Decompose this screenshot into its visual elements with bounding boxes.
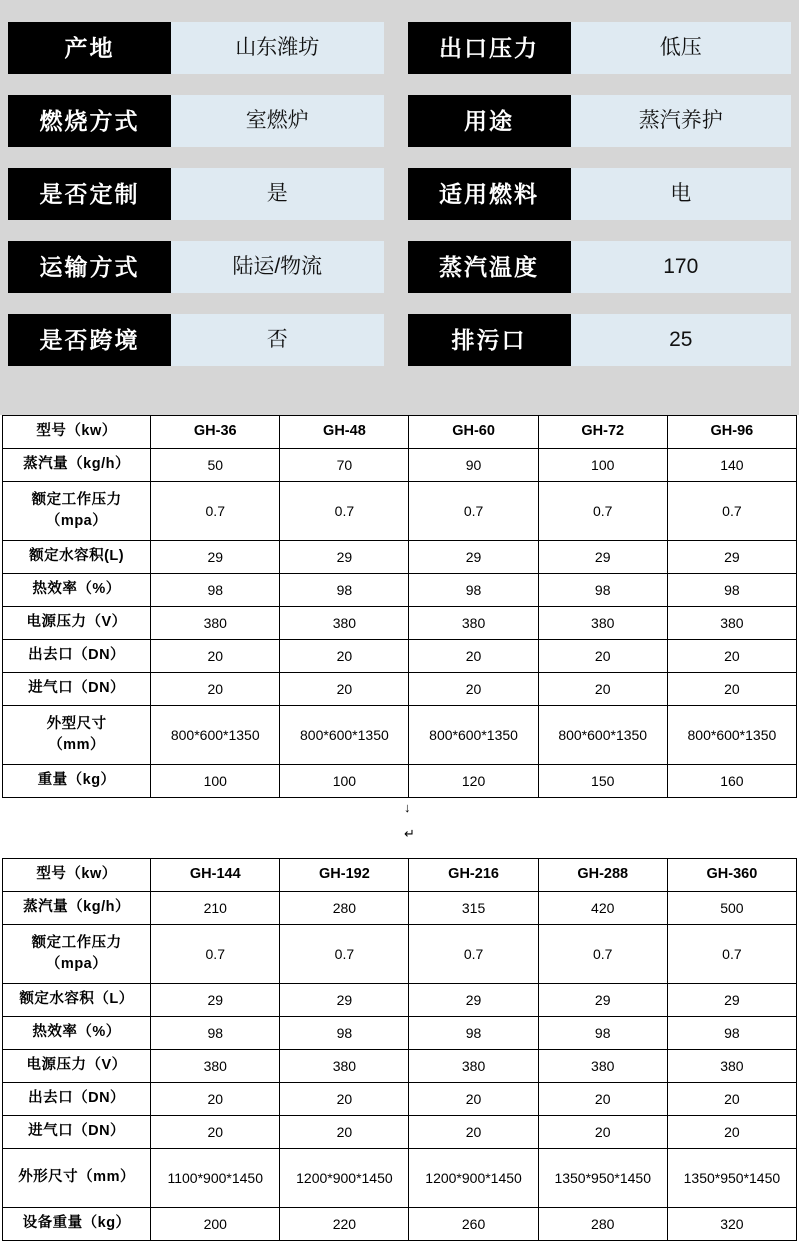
spec-value-steam-temperature: 170 [571, 241, 792, 293]
cell-voltage-5: 380 [667, 607, 796, 640]
cell-efficiency-3: 98 [409, 574, 538, 607]
table-row [3, 449, 797, 482]
spec-row [8, 241, 791, 293]
table-row [3, 925, 797, 984]
cell-voltage-5: 380 [667, 1050, 796, 1083]
cell-dimensions-4: 1350*950*1450 [538, 1149, 667, 1208]
table-row [3, 574, 797, 607]
cell-outlet-2: 20 [280, 1083, 409, 1116]
cell-weight-3: 260 [409, 1208, 538, 1241]
row-label-dimensions-line2: （mm） [48, 737, 105, 753]
paragraph-mark-icon: ↵ [404, 826, 415, 841]
cell-inlet-5: 20 [667, 1116, 796, 1149]
spec-pair-usage [400, 95, 792, 147]
cell-dimensions-4: 800*600*1350 [538, 706, 667, 765]
cell-voltage-2: 380 [280, 607, 409, 640]
cell-steam-output-2: 70 [280, 449, 409, 482]
table-row [3, 892, 797, 925]
table1-wrapper [0, 415, 799, 798]
cell-weight-4: 280 [538, 1208, 667, 1241]
cell-efficiency-5: 98 [667, 574, 796, 607]
cell-steam-output-3: 315 [409, 892, 538, 925]
cell-rated-pressure-1: 0.7 [151, 482, 280, 541]
table-row [3, 706, 797, 765]
cell-inlet-4: 20 [538, 1116, 667, 1149]
cell-steam-output-5: 140 [667, 449, 796, 482]
cell-model-5: GH-96 [667, 416, 796, 449]
spec-row [8, 22, 791, 74]
row-label-voltage: 电源压力（V） [3, 1050, 151, 1083]
cell-voltage-4: 380 [538, 1050, 667, 1083]
row-label-efficiency: 热效率（%） [3, 574, 151, 607]
cell-outlet-4: 20 [538, 640, 667, 673]
row-label-inlet: 进气口（DN） [3, 1116, 151, 1149]
cell-steam-output-1: 210 [151, 892, 280, 925]
cell-efficiency-1: 98 [151, 1017, 280, 1050]
table-row [3, 416, 797, 449]
cell-inlet-1: 20 [151, 1116, 280, 1149]
cell-inlet-4: 20 [538, 673, 667, 706]
table-row [3, 482, 797, 541]
cell-model-4: GH-72 [538, 416, 667, 449]
table-row [3, 1083, 797, 1116]
row-label-weight: 重量（kg） [3, 765, 151, 798]
cell-steam-output-4: 420 [538, 892, 667, 925]
row-label-rated-pressure [3, 482, 151, 541]
cell-efficiency-2: 98 [280, 1017, 409, 1050]
row-label-rated-pressure-line1: 额定工作压力 [31, 491, 122, 508]
table-row [3, 1149, 797, 1208]
row-label-rated-pressure-line2: （mpa） [45, 956, 108, 972]
cell-outlet-5: 20 [667, 640, 796, 673]
spec-value-usage: 蒸汽养护 [571, 95, 792, 147]
table-row [3, 640, 797, 673]
cell-efficiency-1: 98 [151, 574, 280, 607]
row-label-inlet: 进气口（DN） [3, 673, 151, 706]
table-row [3, 859, 797, 892]
cell-inlet-2: 20 [280, 1116, 409, 1149]
cell-weight-2: 100 [280, 765, 409, 798]
spec-value-origin: 山东潍坊 [171, 22, 384, 74]
spec-key-cross-border: 是否跨境 [8, 314, 171, 366]
row-label-outlet: 出去口（DN） [3, 640, 151, 673]
cell-inlet-3: 20 [409, 1116, 538, 1149]
spec-key-combustion-method: 燃烧方式 [8, 95, 171, 147]
cell-inlet-1: 20 [151, 673, 280, 706]
cell-water-volume-4: 29 [538, 541, 667, 574]
spec-key-steam-temperature: 蒸汽温度 [408, 241, 571, 293]
spec-table-small-models [2, 415, 797, 798]
cell-weight-1: 100 [151, 765, 280, 798]
spec-value-outlet-pressure: 低压 [571, 22, 792, 74]
cell-rated-pressure-5: 0.7 [667, 925, 796, 984]
cell-efficiency-4: 98 [538, 1017, 667, 1050]
row-label-voltage: 电源压力（V） [3, 607, 151, 640]
table-divider [0, 798, 799, 858]
cell-dimensions-1: 800*600*1350 [151, 706, 280, 765]
cell-rated-pressure-2: 0.7 [280, 925, 409, 984]
spec-pair-fuel-type [400, 168, 792, 220]
cell-voltage-3: 380 [409, 607, 538, 640]
spec-pair-shipping-method [8, 241, 400, 293]
cell-weight-1: 200 [151, 1208, 280, 1241]
cell-dimensions-2: 1200*900*1450 [280, 1149, 409, 1208]
cell-model-4: GH-288 [538, 859, 667, 892]
table-row [3, 1050, 797, 1083]
cell-outlet-1: 20 [151, 1083, 280, 1116]
cell-outlet-4: 20 [538, 1083, 667, 1116]
cell-rated-pressure-1: 0.7 [151, 925, 280, 984]
row-label-equipment-weight: 设备重量（kg） [3, 1208, 151, 1241]
spec-key-fuel-type: 适用燃料 [408, 168, 571, 220]
cell-model-2: GH-192 [280, 859, 409, 892]
spec-value-drain-port: 25 [571, 314, 792, 366]
down-arrow-icon: ↓ [404, 800, 411, 815]
cell-dimensions-5: 800*600*1350 [667, 706, 796, 765]
cell-model-3: GH-216 [409, 859, 538, 892]
cell-rated-pressure-3: 0.7 [409, 925, 538, 984]
cell-water-volume-2: 29 [280, 984, 409, 1017]
cell-steam-output-5: 500 [667, 892, 796, 925]
table-row [3, 765, 797, 798]
row-label-outlet: 出去口（DN） [3, 1083, 151, 1116]
table-row [3, 984, 797, 1017]
cell-voltage-2: 380 [280, 1050, 409, 1083]
row-label-model: 型号（kw） [3, 416, 151, 449]
row-label-rated-pressure-line1: 额定工作压力 [31, 934, 122, 951]
spec-pair-customizable [8, 168, 400, 220]
spec-row [8, 314, 791, 366]
cell-outlet-1: 20 [151, 640, 280, 673]
table2-wrapper [0, 858, 799, 1241]
row-label-steam-output: 蒸汽量（kg/h） [3, 449, 151, 482]
spec-key-customizable: 是否定制 [8, 168, 171, 220]
row-label-dimensions [3, 706, 151, 765]
spec-pair-combustion-method [8, 95, 400, 147]
cell-inlet-3: 20 [409, 673, 538, 706]
spec-row [8, 95, 791, 147]
cell-rated-pressure-5: 0.7 [667, 482, 796, 541]
table-row [3, 1208, 797, 1241]
cell-efficiency-3: 98 [409, 1017, 538, 1050]
spec-key-origin: 产地 [8, 22, 171, 74]
spec-attributes-block [0, 0, 799, 415]
table-row [3, 607, 797, 640]
cell-outlet-2: 20 [280, 640, 409, 673]
cell-efficiency-4: 98 [538, 574, 667, 607]
row-label-rated-pressure [3, 925, 151, 984]
cell-weight-3: 120 [409, 765, 538, 798]
row-label-dimensions: 外形尺寸（mm） [3, 1149, 151, 1208]
cell-model-1: GH-144 [151, 859, 280, 892]
spec-row [8, 168, 791, 220]
table-row [3, 1116, 797, 1149]
spec-key-usage: 用途 [408, 95, 571, 147]
table-row [3, 541, 797, 574]
cell-weight-5: 160 [667, 765, 796, 798]
cell-weight-4: 150 [538, 765, 667, 798]
cell-voltage-3: 380 [409, 1050, 538, 1083]
cell-water-volume-5: 29 [667, 984, 796, 1017]
cell-voltage-1: 380 [151, 1050, 280, 1083]
row-label-rated-pressure-line2: （mpa） [45, 513, 108, 529]
cell-model-1: GH-36 [151, 416, 280, 449]
cell-efficiency-2: 98 [280, 574, 409, 607]
row-label-efficiency: 热效率（%） [3, 1017, 151, 1050]
cell-dimensions-2: 800*600*1350 [280, 706, 409, 765]
row-label-steam-output: 蒸汽量（kg/h） [3, 892, 151, 925]
spec-value-fuel-type: 电 [571, 168, 792, 220]
cell-water-volume-1: 29 [151, 984, 280, 1017]
cell-dimensions-3: 1200*900*1450 [409, 1149, 538, 1208]
cell-steam-output-4: 100 [538, 449, 667, 482]
row-label-water-volume: 额定水容积（L） [3, 984, 151, 1017]
spec-value-combustion-method: 室燃炉 [171, 95, 384, 147]
cell-dimensions-5: 1350*950*1450 [667, 1149, 796, 1208]
spec-value-customizable: 是 [171, 168, 384, 220]
cell-outlet-5: 20 [667, 1083, 796, 1116]
table-row [3, 673, 797, 706]
spec-pair-origin [8, 22, 400, 74]
cell-voltage-1: 380 [151, 607, 280, 640]
cell-outlet-3: 20 [409, 1083, 538, 1116]
spec-table-large-models [2, 858, 797, 1241]
cell-outlet-3: 20 [409, 640, 538, 673]
cell-water-volume-5: 29 [667, 541, 796, 574]
spec-pair-drain-port [400, 314, 792, 366]
cell-water-volume-4: 29 [538, 984, 667, 1017]
cell-water-volume-3: 29 [409, 984, 538, 1017]
spec-key-shipping-method: 运输方式 [8, 241, 171, 293]
cell-steam-output-3: 90 [409, 449, 538, 482]
cell-water-volume-2: 29 [280, 541, 409, 574]
cell-rated-pressure-4: 0.7 [538, 925, 667, 984]
cell-rated-pressure-4: 0.7 [538, 482, 667, 541]
cell-model-5: GH-360 [667, 859, 796, 892]
spec-value-shipping-method: 陆运/物流 [171, 241, 384, 293]
cell-dimensions-1: 1100*900*1450 [151, 1149, 280, 1208]
cell-water-volume-1: 29 [151, 541, 280, 574]
cell-rated-pressure-3: 0.7 [409, 482, 538, 541]
cell-water-volume-3: 29 [409, 541, 538, 574]
cell-steam-output-1: 50 [151, 449, 280, 482]
cell-inlet-5: 20 [667, 673, 796, 706]
cell-rated-pressure-2: 0.7 [280, 482, 409, 541]
cell-inlet-2: 20 [280, 673, 409, 706]
spec-pair-steam-temperature [400, 241, 792, 293]
spec-pair-outlet-pressure [400, 22, 792, 74]
cell-steam-output-2: 280 [280, 892, 409, 925]
spec-value-cross-border: 否 [171, 314, 384, 366]
cell-efficiency-5: 98 [667, 1017, 796, 1050]
cell-dimensions-3: 800*600*1350 [409, 706, 538, 765]
spec-key-outlet-pressure: 出口压力 [408, 22, 571, 74]
row-label-dimensions-line1: 外型尺寸 [46, 715, 107, 732]
spec-pair-cross-border [8, 314, 400, 366]
row-label-model: 型号（kw） [3, 859, 151, 892]
cell-voltage-4: 380 [538, 607, 667, 640]
row-label-water-volume: 额定水容积(L) [3, 541, 151, 574]
spec-key-drain-port: 排污口 [408, 314, 571, 366]
cell-model-2: GH-48 [280, 416, 409, 449]
table-row [3, 1017, 797, 1050]
cell-weight-5: 320 [667, 1208, 796, 1241]
cell-model-3: GH-60 [409, 416, 538, 449]
cell-weight-2: 220 [280, 1208, 409, 1241]
